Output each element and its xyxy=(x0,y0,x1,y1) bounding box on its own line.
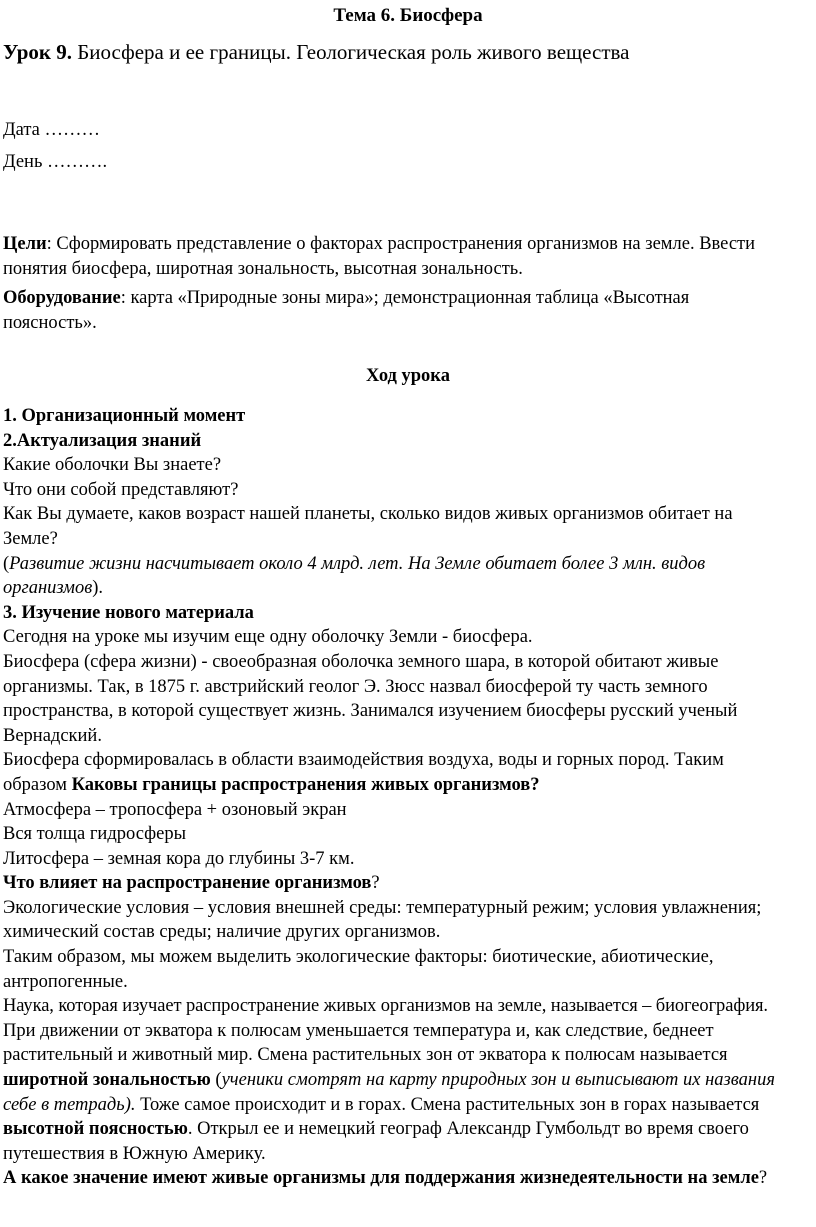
equipment-text: : карта «Природные зоны мира»; демонстрационная таблица «Высотная поясность». xyxy=(3,288,690,333)
paragraph-boundaries xyxy=(3,748,773,797)
zonality-latitudinal: широтной зональностью xyxy=(3,1070,211,1091)
significance-bold: А какое значение имеют живые организмы для поддержания жизнедеятельности на земле xyxy=(3,1168,759,1189)
paragraph-biosphere: Биосфера (сфера жизни) - своеобразная оболочка земного шара, в которой обитают живые организмы. Так, в 1875 г. австрийский геолог Э. Зюсс назвал биосферой ту часть земного пространства, в которой существует жизнь. Занимался изучением биосферы русский ученый Вернадский. xyxy=(3,651,738,746)
equipment-label: Оборудование xyxy=(3,288,121,308)
zonality-a: При движении от экватора к полюсам уменьшается температура и, как следствие, беднеет растительный и животный мир. Смена растительных зон от экватора к полюсам называется xyxy=(3,1020,728,1066)
zonality-e: . Открыл ее и немецкий географ Александр Гумбольдт во время своего путешествия в Южную Америку. xyxy=(3,1119,749,1164)
day-line: День ………. xyxy=(3,152,108,172)
answer-age xyxy=(3,552,763,601)
boundaries-text: Биосфера сформировалась в области взаимодействия воздуха, воды и горных пород. Таким образом xyxy=(3,750,724,795)
section-new-material: 3. Изучение нового материала xyxy=(3,602,254,623)
goals-text: : Сформировать представление о факторах распространения организмов на земле. Ввести понятия биосфера, широтная зональность, высотная зональность. xyxy=(3,234,756,279)
zonality-d: Тоже самое происходит и в горах. Смена растительных зон в горах называется xyxy=(135,1094,760,1115)
equipment-paragraph xyxy=(3,286,763,335)
influence-bold: Что влияет на распространение организмов xyxy=(3,873,372,894)
list-hydrosphere: Вся толща гидросферы xyxy=(3,824,187,845)
zonality-c: ( xyxy=(210,1070,222,1091)
question-influence xyxy=(3,871,815,896)
paragraph-zonality xyxy=(3,1019,811,1167)
section-knowledge: 2.Актуализация знаний xyxy=(3,430,202,451)
paragraph-intro: Сегодня на уроке мы изучим еще одну оболочку Земли - биосфера. xyxy=(3,627,533,648)
answer-italic: Развитие жизни насчитывает около 4 млрд. лет. На Земле обитает более 3 млн. видов организмов xyxy=(3,553,706,599)
zonality-altitudinal: высотной поясностью xyxy=(3,1119,188,1140)
influence-mark: ? xyxy=(371,873,380,894)
boundaries-question: Каковы границы распространения живых организмов? xyxy=(71,774,540,795)
plan-title: Ход урока xyxy=(366,366,450,386)
lesson-body xyxy=(3,404,815,1191)
theme-title: Тема 6. Биосфера xyxy=(333,5,483,26)
lesson-heading xyxy=(3,40,629,65)
list-atmosphere: Атмосфера – тропосфера + озоновый экран xyxy=(3,799,347,820)
answer-close: ). xyxy=(92,578,104,599)
question-meaning: Что они собой представляют? xyxy=(3,479,239,500)
list-lithosphere: Литосфера – земная кора до глубины 3-7 км. xyxy=(3,848,355,869)
lesson-label: Урок 9. xyxy=(3,40,72,64)
significance-mark: ? xyxy=(758,1168,768,1189)
question-significance xyxy=(3,1166,815,1191)
paragraph-conditions: Экологические условия – условия внешней среды: температурный режим; условия увлажнения; химический состав среды; наличие других организмов. xyxy=(3,897,762,943)
paragraph-biogeography: Наука, которая изучает распространение живых организмов на земле, называется – биогеография. xyxy=(3,996,768,1017)
lesson-title: Биосфера и ее границы. Геологическая роль живого вещества xyxy=(71,40,630,64)
paragraph-factors: Таким образом, мы можем выделить экологические факторы: биотические, абиотические, антропогенные. xyxy=(3,947,714,992)
question-age: Как Вы думаете, каков возраст нашей планеты, сколько видов живых организмов обитает на Земле? xyxy=(3,504,733,549)
date-line: Дата ……… xyxy=(3,120,100,140)
goals-paragraph xyxy=(3,232,803,281)
zonality-italic: ученики смотрят на карту природных зон и выписывают их названия себе в тетрадь). xyxy=(3,1070,775,1115)
question-shells: Какие оболочки Вы знаете? xyxy=(3,455,222,476)
section-organization: 1. Организационный момент xyxy=(3,406,246,426)
goals-label: Цели xyxy=(3,234,47,254)
answer-open: ( xyxy=(3,553,10,574)
